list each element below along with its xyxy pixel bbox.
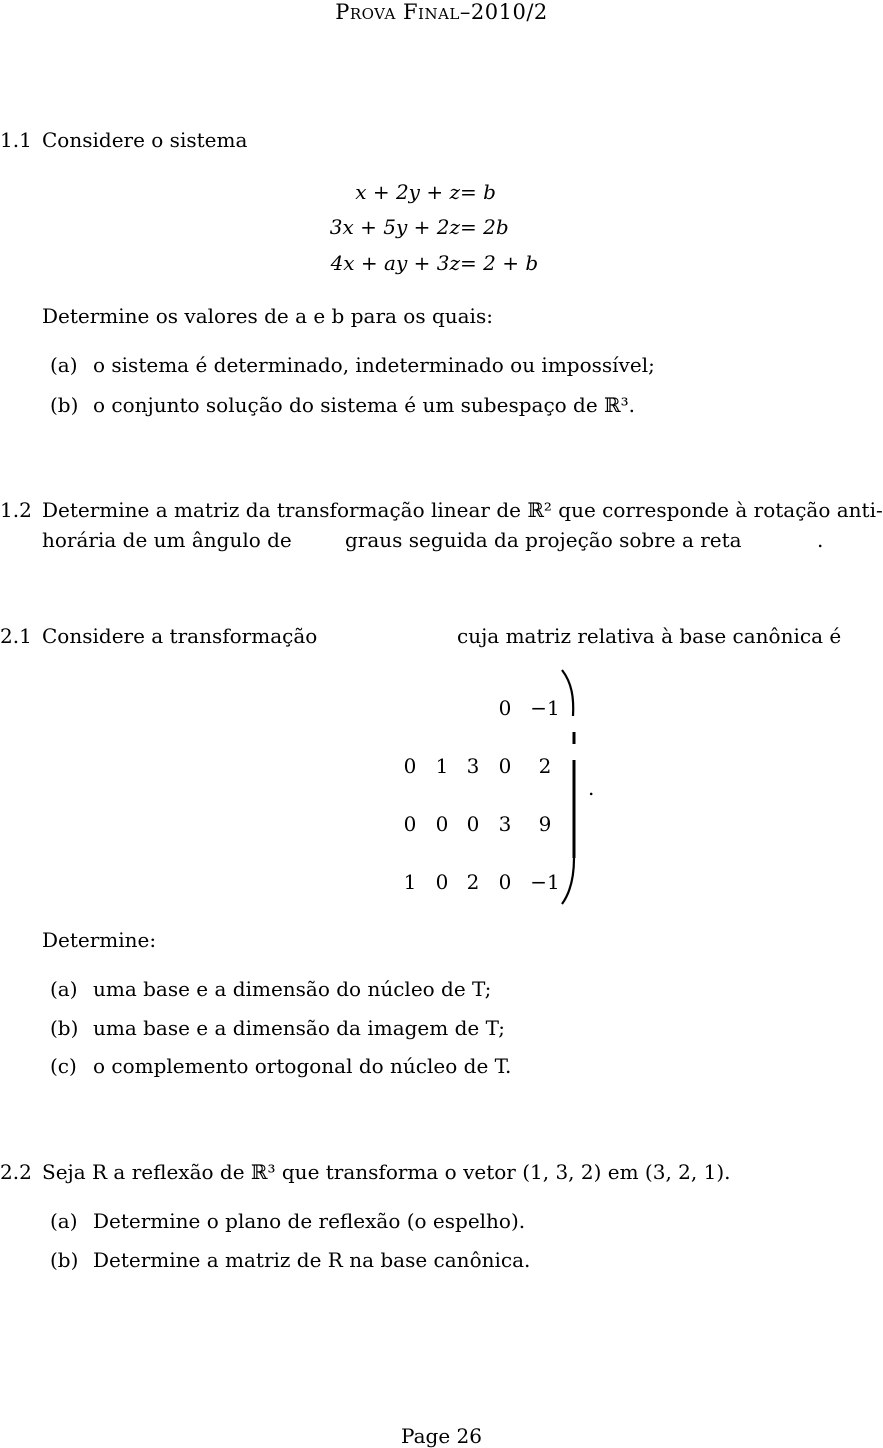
question-2-1-prompt: Determine: xyxy=(42,928,157,952)
item-text: Determine a matriz de R na base canônica. xyxy=(93,1248,531,1272)
item-text: uma base e a dimensão do núcleo de T; xyxy=(93,977,492,1001)
item-label: (b) xyxy=(50,393,79,417)
matrix-cell: 0 xyxy=(498,696,512,720)
item-label: (a) xyxy=(50,1209,78,1233)
item-text: o sistema é determinado, indeterminado ou impossível; xyxy=(93,353,655,377)
page-footer: Page 26 xyxy=(401,1424,482,1448)
matrix-cell: −1 xyxy=(530,696,560,720)
equation-3-rhs: = 2 + b xyxy=(460,251,539,275)
item-text: Determine o plano de reflexão (o espelho). xyxy=(93,1209,526,1233)
equation-1-lhs: x + 2y + z xyxy=(355,180,460,204)
equation-2-rhs: = 2b xyxy=(460,215,509,239)
matrix-cell: −1 xyxy=(530,870,560,894)
question-1-1-prompt: Determine os valores de a e b para os quais: xyxy=(42,304,493,328)
matrix-cell: 9 xyxy=(538,812,552,836)
matrix-cell: 0 xyxy=(466,812,480,836)
item-label: (b) xyxy=(50,1016,79,1040)
matrix-cell: 0 xyxy=(403,812,417,836)
matrix-period: . xyxy=(588,776,595,800)
item-label: (b) xyxy=(50,1248,79,1272)
question-2-2-intro: Seja R a reflexão de ℝ³ que transforma o vetor (1, 3, 2) em (3, 2, 1). xyxy=(42,1160,731,1184)
matrix-cell: 1 xyxy=(403,870,417,894)
equation-3-lhs: 4x + ay + 3z xyxy=(330,251,460,275)
question-2-1-intro-a: Considere a transformação xyxy=(42,624,318,648)
question-1-2-line2c: . xyxy=(817,528,824,552)
matrix-cell: 0 xyxy=(498,870,512,894)
question-1-2-line2a: horária de um ângulo de xyxy=(42,528,292,552)
page-header: Prova Final–2010/2 xyxy=(335,0,548,24)
equation-3 xyxy=(0,253,883,273)
matrix-cell: 0 xyxy=(435,812,449,836)
matrix-row xyxy=(390,696,570,720)
right-parenthesis xyxy=(560,668,584,908)
question-2-1-intro-b: cuja matriz relativa à base canônica é xyxy=(457,624,842,648)
question-number-2-1: 2.1 xyxy=(0,624,32,648)
matrix-cell: 0 xyxy=(435,870,449,894)
question-1-1-intro: Considere o sistema xyxy=(42,128,248,152)
matrix-cell: 1 xyxy=(435,754,449,778)
matrix-cell: 3 xyxy=(498,812,512,836)
question-number-1-2: 1.2 xyxy=(0,498,32,522)
equation-1-rhs: = b xyxy=(460,180,496,204)
item-label: (a) xyxy=(50,353,78,377)
equation-2-lhs: 3x + 5y + 2z xyxy=(329,215,460,239)
question-number-2-2: 2.2 xyxy=(0,1160,32,1184)
item-text: uma base e a dimensão da imagem de T; xyxy=(93,1016,505,1040)
matrix-row xyxy=(390,754,570,778)
matrix-cell: 2 xyxy=(466,870,480,894)
matrix-cell: 3 xyxy=(466,754,480,778)
item-text: o complemento ortogonal do núcleo de T. xyxy=(93,1054,512,1078)
item-label: (c) xyxy=(50,1054,77,1078)
matrix-cell: 0 xyxy=(498,754,512,778)
question-1-2-line2b: graus seguida da projeção sobre a reta xyxy=(345,528,742,552)
question-1-2-line1: Determine a matriz da transformação linear de ℝ² que corresponde à rotação anti- xyxy=(42,498,883,522)
matrix-row xyxy=(390,812,570,836)
item-label: (a) xyxy=(50,977,78,1001)
equation-1 xyxy=(0,182,883,202)
matrix-row xyxy=(390,870,570,894)
item-text: o conjunto solução do sistema é um subespaço de ℝ³. xyxy=(93,393,636,417)
matrix-cell: 0 xyxy=(403,754,417,778)
question-number-1-1: 1.1 xyxy=(0,128,32,152)
matrix-cell: 2 xyxy=(538,754,552,778)
equation-2 xyxy=(0,217,883,237)
